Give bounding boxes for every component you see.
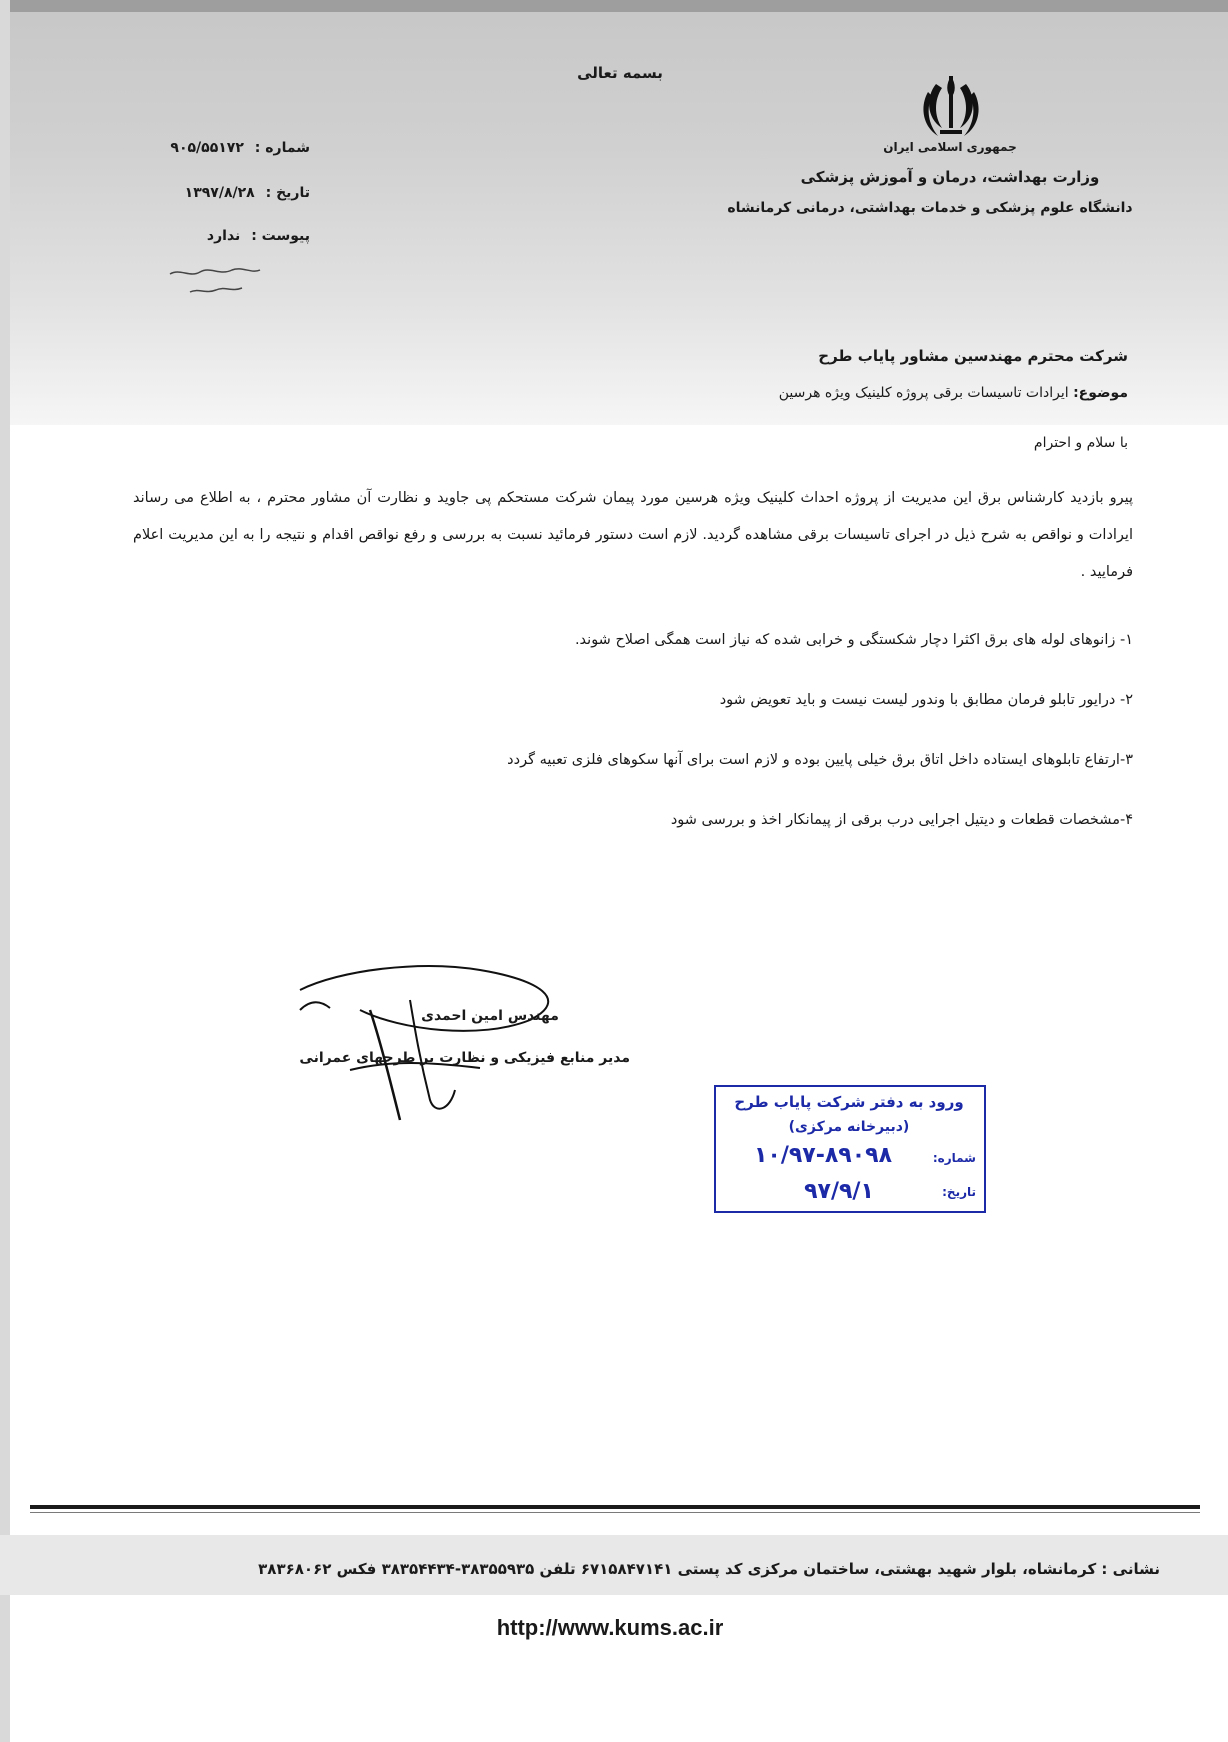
iran-emblem-icon: [918, 70, 984, 142]
letter-number: [140, 140, 310, 156]
body-paragraph: پیرو بازدید کارشناس برق این مدیریت از پروژه احداث کلینیک ویژه هرسین مورد پیمان شرکت مستحکم پی جاوید و نظارت آن مشاور محترم ، به اطلاع می رساند ایرادات و نواقص به شرح ذیل در اجرای تاسیسات برقی مشاهده گردید. لازم است دستور فرمائید نسبت به بررسی و رفع نواقص اقدام و نتیجه را به این مدیریت اعلام فرمایید .: [133, 490, 1133, 580]
list-item: ۴-مشخصات قطعات و دیتیل اجرایی درب برقی از پیمانکار اخذ و بررسی شود: [670, 812, 1133, 828]
left-edge-shading: [0, 0, 10, 1742]
subject-label: موضوع:: [1073, 385, 1128, 401]
list-item: ۱- زانوهای لوله های برق اکثرا دچار شکستگی و خرابی شده که نیاز است همگی اصلاح شوند.: [574, 632, 1133, 648]
letter-number-label: شماره :: [254, 140, 310, 156]
list-item: ۲- درایور تابلو فرمان مطابق با وندور لیست نیست و باید تعویض شود: [719, 692, 1133, 708]
university-name: دانشگاه علوم پزشکی و خدمات بهداشتی، درمانی کرمانشاه: [727, 200, 1133, 216]
gov-line-1: جمهوری اسلامی ایران: [883, 140, 1017, 154]
footer-address: نشانی : کرمانشاه، بلوار شهید بهشتی، ساختمان مرکزی کد پستی ۶۷۱۵۸۴۷۱۴۱ تلفن ۳۸۳۵۵۹۳۵-۳۸۳۵۴۴۳۴ فکس ۳۸۳۶۸۰۶۲: [258, 1560, 1160, 1578]
footer-divider: [30, 1505, 1200, 1509]
letter-attachment: [140, 228, 310, 244]
signatory-title: مدیر منابع فیزیکی و نظارت بر طرحهای عمرانی: [299, 1050, 630, 1066]
stamp-number-value: ۱۰/۹۷-۸۹۰۹۸: [753, 1143, 892, 1168]
stamp-date-value: ۹۷/۹/۱: [804, 1179, 874, 1204]
letter-attachment-value: ندارد: [206, 228, 241, 244]
stamp-number-label: شماره:: [932, 1151, 976, 1165]
letter-number-value: ۹۰۵/۵۵۱۷۲: [170, 140, 244, 156]
handwritten-note: [160, 262, 270, 302]
basmala: بسمه تعالی: [577, 64, 663, 82]
letter-attachment-label: پیوست :: [251, 228, 310, 244]
footer-divider-thin: [30, 1512, 1200, 1513]
top-edge-shading: [0, 0, 1228, 12]
letter-date: [140, 185, 310, 201]
recipient: شرکت محترم مهندسین مشاور پایاب طرح: [818, 347, 1128, 365]
letter-date-label: تاریخ :: [265, 185, 310, 201]
stamp-title: ورود به دفتر شرکت پایاب طرح: [734, 1093, 964, 1111]
ministry-name: وزارت بهداشت، درمان و آموزش پزشکی: [800, 168, 1100, 186]
receipt-stamp: [714, 1085, 986, 1213]
stamp-subtitle: (دبیرخانه مرکزی): [788, 1119, 910, 1135]
greeting: با سلام و احترام: [1033, 435, 1128, 451]
stamp-date-label: تاریخ:: [942, 1185, 976, 1199]
subject-line: [428, 385, 1128, 401]
handwritten-signature: [280, 950, 580, 1130]
letter-date-value: ۱۳۹۷/۸/۲۸: [184, 185, 255, 201]
list-item: ۳-ارتفاع تابلوهای ایستاده داخل اتاق برق خیلی پایین بوده و لازم است برای آنها سکوهای فلزی تعبیه گردد: [507, 752, 1133, 768]
subject-text: ایرادات تاسیسات برقی پروژه کلینیک ویژه هرسین: [778, 385, 1069, 401]
footer-website-link[interactable]: http://www.kums.ac.ir: [496, 1615, 724, 1640]
signatory-name: مهندس امین احمدی: [421, 1008, 559, 1024]
